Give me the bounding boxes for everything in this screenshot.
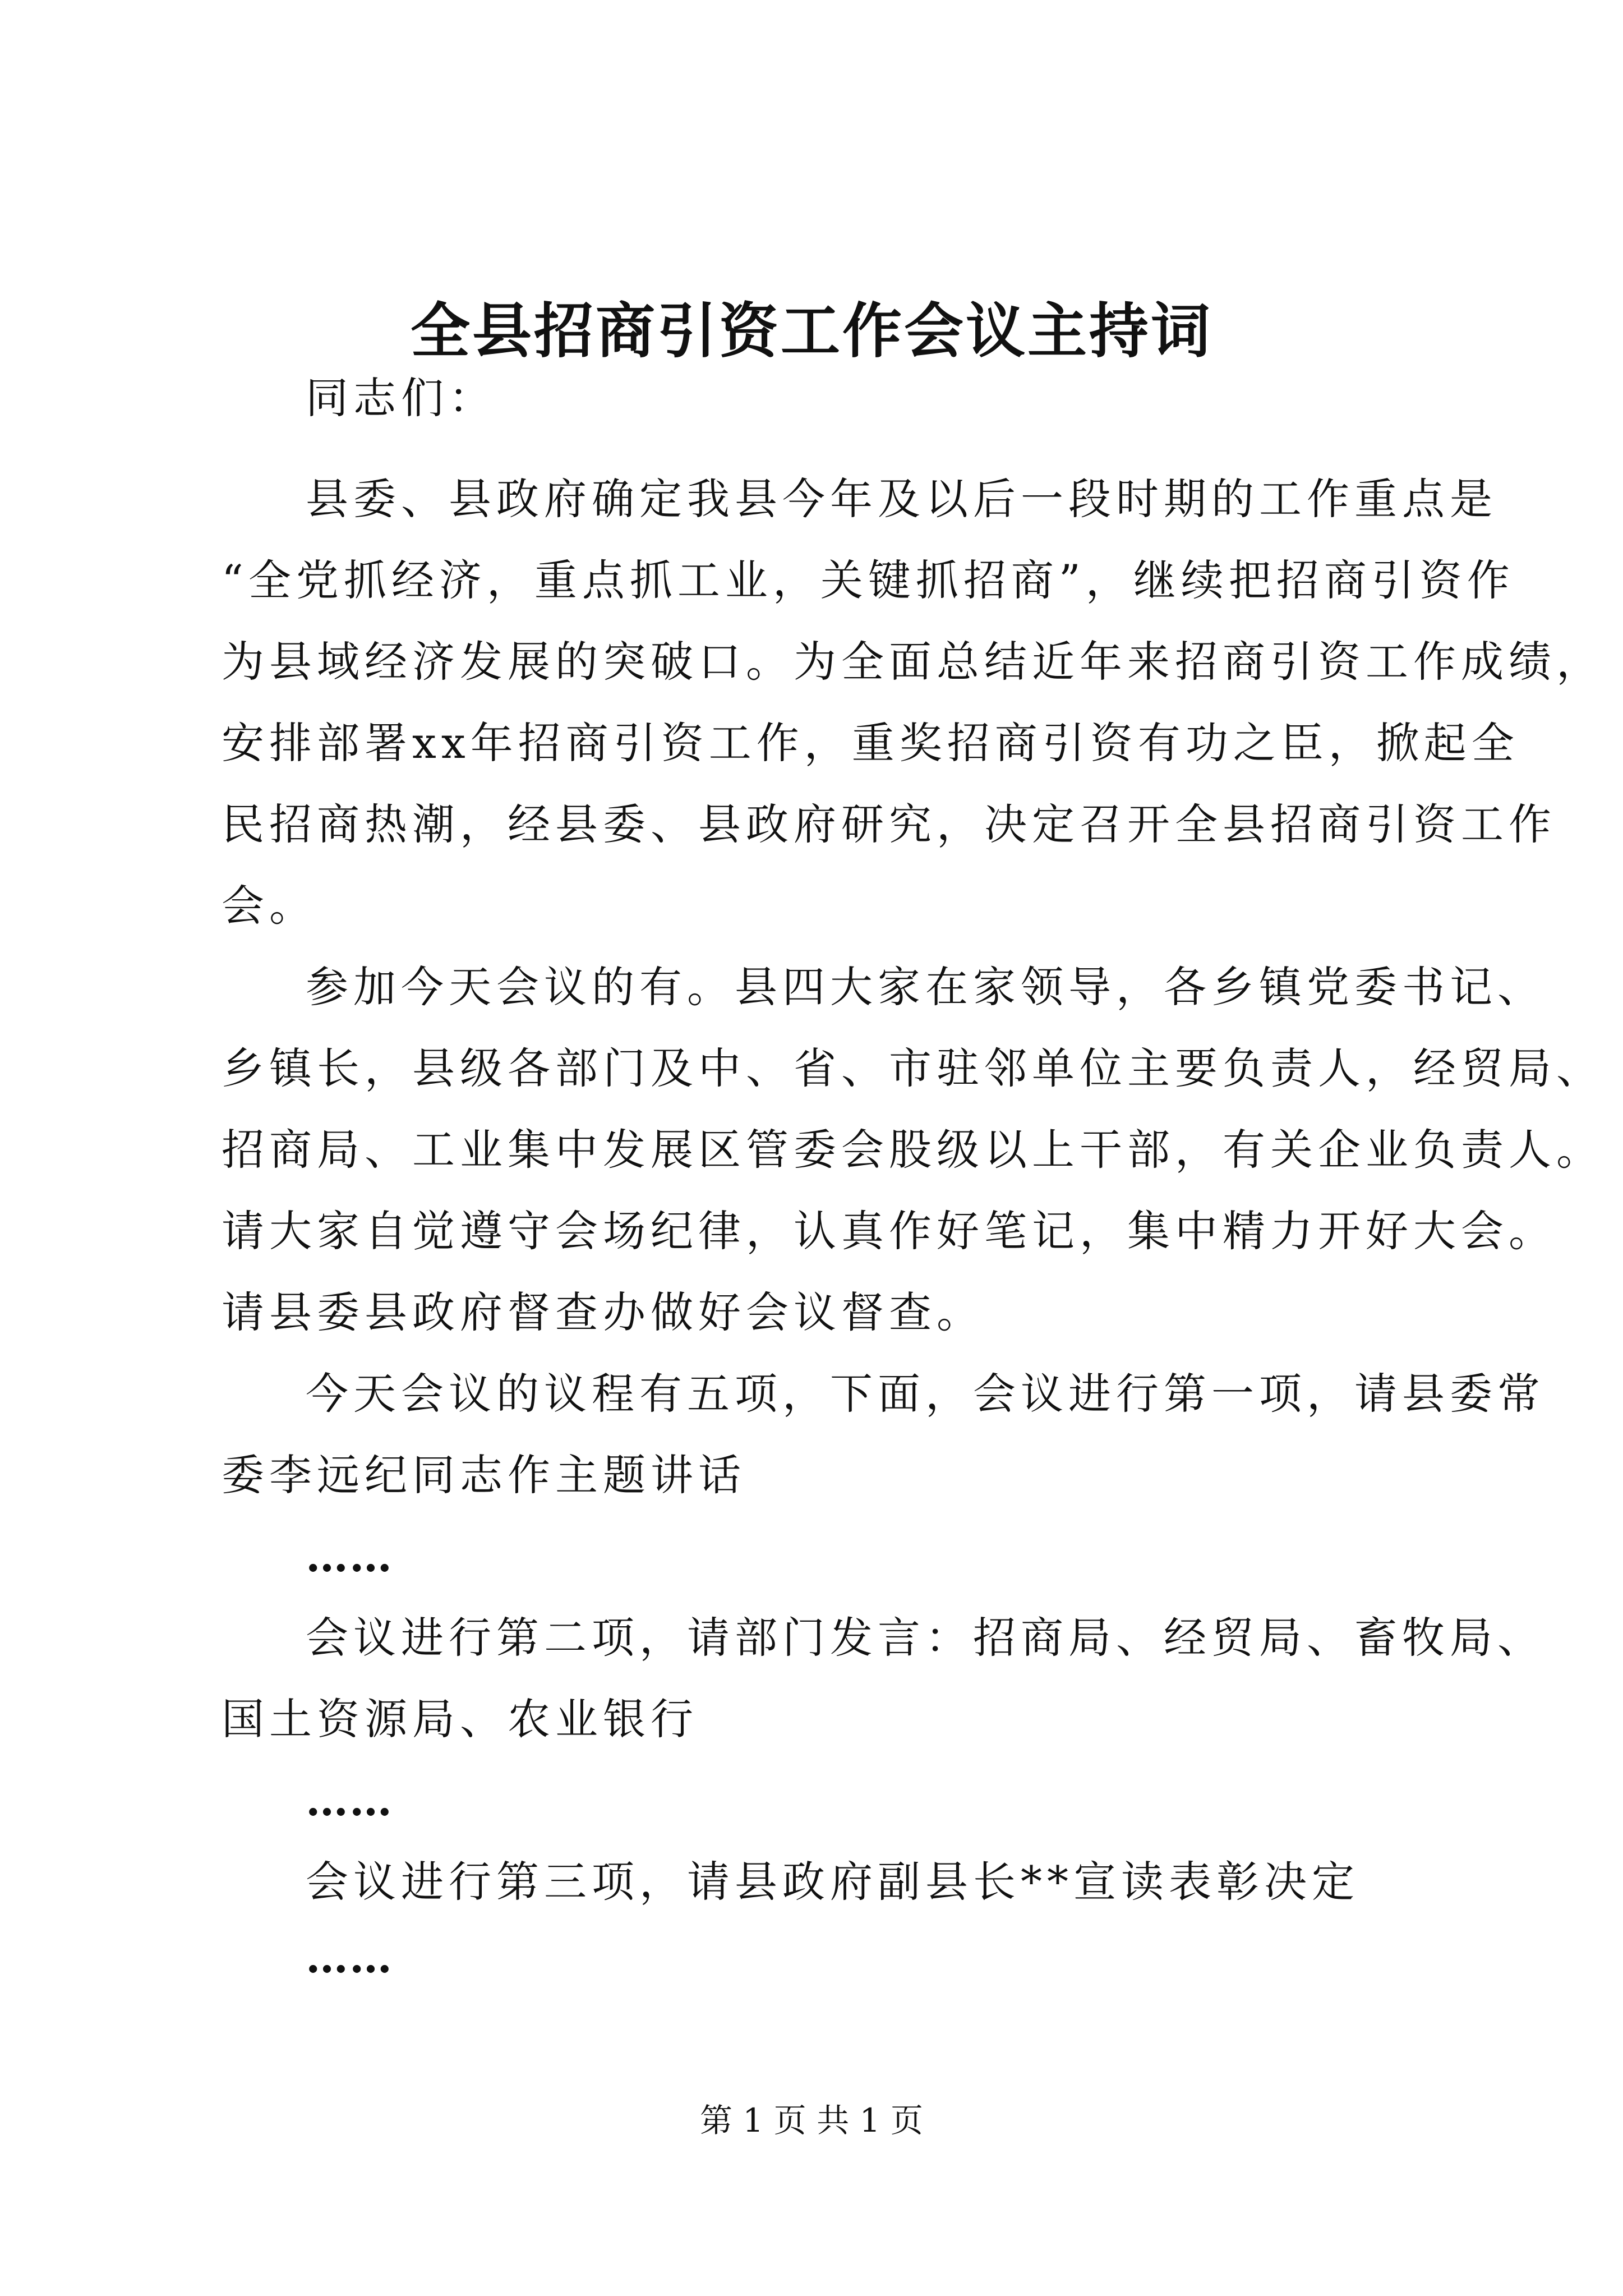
paragraph-2-line-5: 请县委县政府督查办做好会议督查。 <box>222 1287 984 1337</box>
paragraph-1-line-2: “全党抓经济，重点抓工业，关键抓招商”，继续把招商引资作 <box>222 555 1515 605</box>
paragraph-5-line-1: 会议进行第三项，请县政府副县长**宣读表彰决定 <box>306 1857 1359 1907</box>
paragraph-1-line-1: 县委、县政府确定我县今年及以后一段时期的工作重点是 <box>306 474 1497 524</box>
paragraph-1-line-3: 为县域经济发展的突破口。为全面总结近年来招商引资工作成绩， <box>222 637 1604 687</box>
paragraph-2-line-4: 请大家自觉遵守会场纪律，认真作好笔记，集中精力开好大会。 <box>222 1206 1556 1256</box>
paragraph-3-line-2: 委李远纪同志作主题讲话 <box>222 1450 746 1500</box>
ellipsis-2: …… <box>306 1775 393 1825</box>
paragraph-4-line-2: 国土资源局、农业银行 <box>222 1694 698 1744</box>
paragraph-1-line-4: 安排部署xx年招商引资工作，重奖招商引资有功之臣，掀起全 <box>222 718 1519 768</box>
paragraph-3-line-1: 今天会议的议程有五项，下面，会议进行第一项，请县委常 <box>306 1369 1545 1419</box>
paragraph-1-line-5: 民招商热潮，经县委、县政府研究，决定召开全县招商引资工作 <box>222 799 1556 849</box>
paragraph-4-line-1: 会议进行第二项，请部门发言：招商局、经贸局、畜牧局、 <box>306 1613 1545 1663</box>
paragraph-2-line-3: 招商局、工业集中发展区管委会股级以上干部，有关企业负责人。 <box>222 1125 1604 1175</box>
salutation-line: 同志们： <box>306 373 496 423</box>
page-number-footer: 第 1 页 共 1 页 <box>700 2101 923 2139</box>
paragraph-1-line-6: 会。 <box>222 881 317 931</box>
paragraph-2-line-1: 参加今天会议的有。县四大家在家领导，各乡镇党委书记、 <box>306 962 1545 1012</box>
document-title: 全县招商引资工作会议主持词 <box>411 296 1212 366</box>
ellipsis-1: …… <box>306 1531 393 1581</box>
ellipsis-3: …… <box>306 1932 393 1982</box>
paragraph-2-line-2: 乡镇长，县级各部门及中、省、市驻邻单位主要负责人，经贸局、 <box>222 1043 1604 1093</box>
